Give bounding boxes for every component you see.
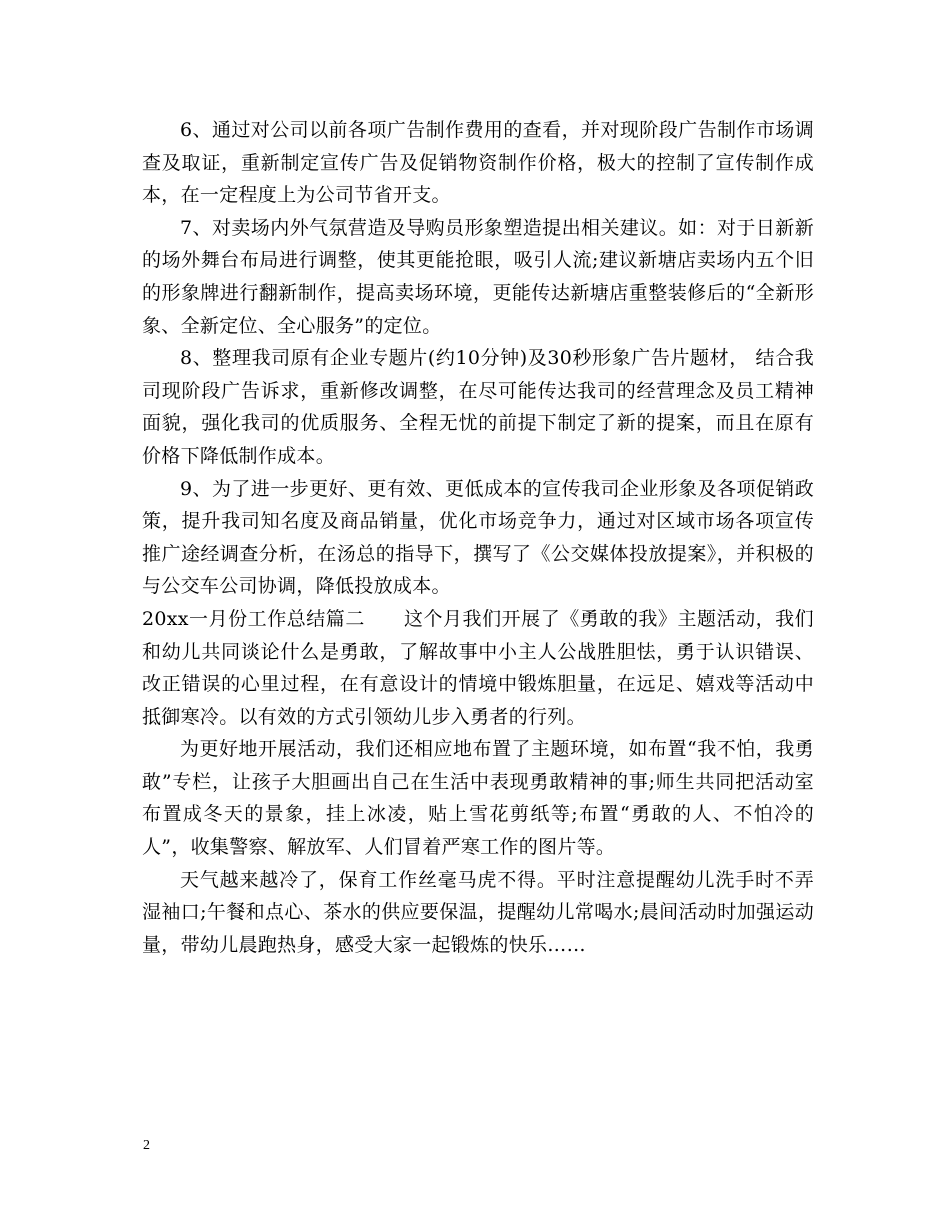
paragraph-care-work: 天气越来越冷了，保育工作丝毫马虎不得。平时注意提醒幼儿洗手时不弄湿袖口;午餐和点心、茶水的供应要保温，提醒幼儿常喝水;晨间活动时加强运动量，带幼儿晨跑热身，感受大家一起锻炼的快乐…… — [142, 868, 814, 956]
paragraph-item-8: 8、整理我司原有企业专题片(约10分钟)及30秒形象广告片题材， 结合我司现阶段广告诉求，重新修改调整，在尽可能传达我司的经营理念及员工精神面貌，强化我司的优质服务、全程无忧的前提下制定了新的提案，而且在原有价格下降低制作成本。 — [142, 347, 814, 467]
page-number: 2 — [143, 1138, 150, 1153]
document-page — [142, 114, 814, 961]
paragraph-item-6: 6、通过对公司以前各项广告制作费用的查看，并对现阶段广告制作市场调查及取证，重新制定宣传广告及促销物资制作价格，极大的控制了宣传制作成本，在一定程度上为公司节省开支。 — [142, 119, 814, 207]
paragraph-section-two-intro: 20xx一月份工作总结篇二 这个月我们开展了《勇敢的我》主题活动，我们和幼儿共同谈论什么是勇敢，了解故事中小主人公战胜胆怯，勇于认识错误、改正错误的心里过程，在有意设计的情境中锻炼胆量，在远足、嬉戏等活动中抵御寒冷。以有效的方式引领幼儿步入勇者的行列。 — [142, 607, 814, 728]
paragraph-theme-environment: 为更好地开展活动，我们还相应地布置了主题环境，如布置“我不怕，我勇敢”专栏，让孩子大胆画出自己在生活中表现勇敢精神的事;师生共同把活动室布置成冬天的景象，挂上冰凌，贴上雪花剪纸等;布置“勇敢的人、不怕冷的人”，收集警察、解放军、人们冒着严寒工作的图片等。 — [142, 738, 814, 859]
paragraph-item-7: 7、对卖场内外气氛营造及导购员形象塑造提出相关建议。如：对于日新新的场外舞台布局进行调整，使其更能抢眼，吸引人流;建议新塘店卖场内五个旧的形象牌进行翻新制作，提高卖场环境，更能传达新塘店重整装修后的“全新形象、全新定位、全心服务”的定位。 — [142, 216, 814, 337]
paragraph-item-9: 9、为了进一步更好、更有效、更低成本的宣传我司企业形象及各项促销政策，提升我司知名度及商品销量，优化市场竞争力，通过对区域市场各项宣传推广途经调查分析，在汤总的指导下，撰写了《公交媒体投放提案》，并积极的与公交车公司协调，降低投放成本。 — [142, 477, 814, 598]
